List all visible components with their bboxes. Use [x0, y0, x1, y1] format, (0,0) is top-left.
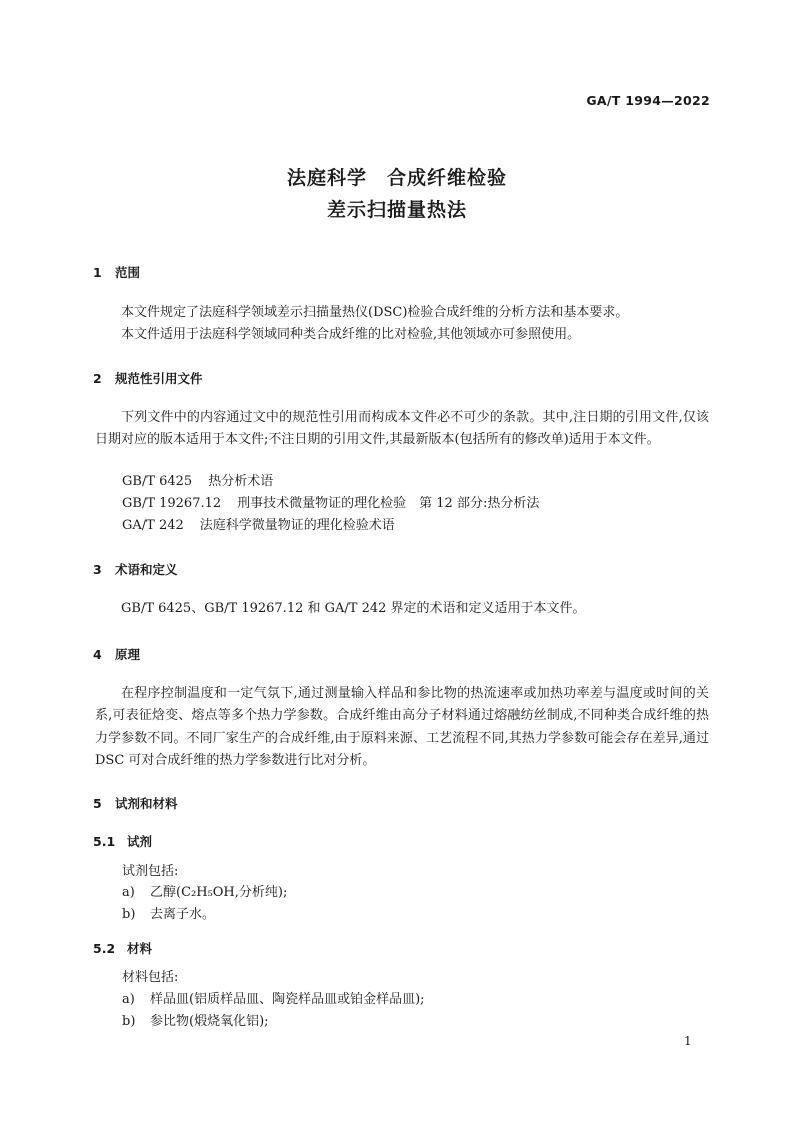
subsection-heading-5-1 [93, 832, 152, 850]
subsection-heading-5-2 [93, 939, 152, 957]
subsection-title: 试剂 [127, 834, 153, 849]
section-heading-2 [93, 369, 203, 387]
reference-item [122, 471, 273, 493]
reference-code: GB/T 19267.12 [122, 496, 222, 511]
section-title: 试剂和材料 [115, 796, 178, 811]
section-heading-1 [93, 263, 140, 281]
section-number: 3 [93, 562, 102, 577]
paragraph: 本文件适用于法庭科学领域同种类合成纤维的比对检验,其他领域亦可参照使用。 [121, 327, 581, 342]
document-code: GA/T 1994—2022 [586, 93, 710, 108]
list-label: b) [122, 1014, 136, 1029]
section-heading-5 [93, 794, 178, 812]
section-number: 4 [93, 647, 102, 662]
section-title: 规范性引用文件 [115, 371, 203, 386]
subsection-number: 5.1 [93, 834, 116, 849]
list-text: 乙醇(C₂H₅OH,分析纯); [150, 885, 288, 900]
section-number: 2 [93, 371, 102, 386]
list-text: 样品皿(铝质样品皿、陶瓷样品皿或铂金样品皿); [150, 992, 425, 1007]
reference-title: 热分析术语 [208, 474, 274, 489]
section-number: 5 [93, 796, 102, 811]
reference-item [122, 515, 395, 537]
document-title: 法庭科学 合成纤维检验 [286, 167, 507, 189]
section-title: 术语和定义 [115, 562, 178, 577]
paragraph: GB/T 6425、GB/T 19267.12 和 GA/T 242 界定的术语和定义适用于本文件。 [121, 601, 586, 616]
list-item [122, 882, 287, 904]
list-item [122, 904, 215, 926]
section-heading-3 [93, 560, 178, 578]
section-title: 原理 [115, 647, 141, 662]
paragraph: 在程序控制温度和一定气氛下,通过测量输入样品和参比物的热流速率或加热功率差与温度或时间的关系,可表征焓变、熔点等多个热力学参数。合成纤维由高分子材料通过熔融纺丝制成,不同种类合成纤维的热力学参数不同。不同厂家生产的合成纤维,由于原料来源、工艺流程不同,其热力学参数可能会存在差异,通过 DSC 可对合成纤维的热力学参数进行比对分析。 [95, 686, 709, 769]
list-item [122, 1011, 269, 1033]
list-label: a) [122, 992, 135, 1007]
list-intro: 材料包括: [122, 970, 179, 985]
paragraph: 下列文件中的内容通过文中的规范性引用而构成本文件必不可少的条款。其中,注日期的引用文件,仅该日期对应的版本适用于本文件;不注日期的引用文件,其最新版本(包括所有的修改单)适用于本文件。 [95, 410, 709, 448]
list-text: 去离子水。 [150, 907, 216, 922]
reference-item [122, 493, 539, 515]
section-number: 1 [93, 265, 102, 280]
reference-code: GB/T 6425 [122, 474, 193, 489]
document-subtitle: 差示扫描量热法 [326, 199, 467, 221]
paragraph: 本文件规定了法庭科学领域差示扫描量热仪(DSC)检验合成纤维的分析方法和基本要求。 [121, 305, 629, 320]
reference-code: GA/T 242 [122, 518, 184, 533]
list-label: b) [122, 907, 136, 922]
list-label: a) [122, 885, 135, 900]
subsection-number: 5.2 [93, 941, 116, 956]
reference-title: 刑事技术微量物证的理化检验 第 12 部分:热分析法 [237, 496, 540, 511]
list-intro: 试剂包括: [122, 864, 179, 879]
section-title: 范围 [115, 265, 141, 280]
list-text: 参比物(煅烧氧化铝); [150, 1014, 269, 1029]
subsection-title: 材料 [127, 941, 153, 956]
section-heading-4 [93, 645, 140, 663]
page-number: 1 [684, 1034, 692, 1048]
reference-title: 法庭科学微量物证的理化检验术语 [199, 518, 395, 533]
list-item [122, 989, 425, 1011]
